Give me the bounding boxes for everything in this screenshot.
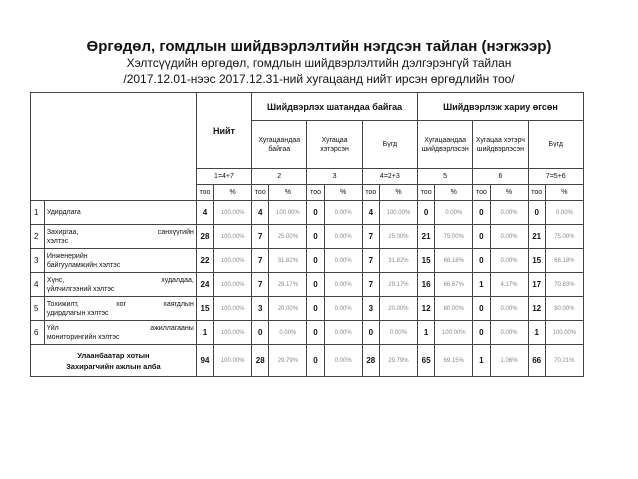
report-title: Өргөдөл, гомдлын шийдвэрлэлтийн нэгдсэн тайлан (нэгжээр) [86, 38, 552, 55]
department-name-line1 [47, 324, 194, 333]
department-name [44, 297, 196, 321]
header-total: Нийт [196, 93, 251, 169]
department-name [44, 273, 196, 297]
unit-percent-cell: % [490, 185, 528, 201]
percent-cell: 0.00% [435, 201, 473, 225]
header-group-pending: Шийдвэрлэх шатандаа байгаа [252, 93, 418, 121]
table-row [31, 225, 584, 249]
percent-cell: 29.79% [379, 345, 417, 377]
count-cell: 4 [362, 201, 379, 225]
percent-cell: 0.00% [324, 321, 362, 345]
department-name-line2: мониторингийн хэлтэс [46, 333, 120, 341]
percent-cell: 100.00% [435, 321, 473, 345]
percent-cell: 0.00% [490, 201, 528, 225]
unit-percent-cell: % [269, 185, 307, 201]
percent-cell: 70.83% [545, 273, 583, 297]
formula-cell: 5 [418, 169, 473, 185]
percent-cell: 0.00% [379, 321, 417, 345]
count-cell: 0 [362, 321, 379, 345]
percent-cell: 0.00% [324, 297, 362, 321]
percent-cell: 0.00% [269, 321, 307, 345]
count-cell: 0 [307, 249, 324, 273]
count-cell: 0 [252, 321, 269, 345]
name-word: санхүүгийн [157, 228, 194, 236]
table-row [31, 321, 584, 345]
percent-cell: 20.00% [379, 297, 417, 321]
department-name-line2: хэлтэс [46, 237, 69, 245]
department-name-line1 [47, 276, 194, 285]
name-word: Захиргаа, [46, 228, 79, 236]
unit-percent-cell: % [545, 185, 583, 201]
total-label [31, 345, 197, 377]
unit-count-cell: тоо [362, 185, 379, 201]
unit-count-cell: тоо [473, 185, 490, 201]
total-label-line1: Улаанбаатар хотын [77, 350, 150, 360]
percent-cell: 20.00% [269, 297, 307, 321]
percent-cell: 80.00% [545, 297, 583, 321]
department-name-line1 [47, 228, 194, 237]
percent-cell: 0.00% [490, 225, 528, 249]
header-resolved-in-time: Хугацаандаа шийдвэрлэсэн [418, 121, 473, 169]
row-number: 6 [31, 321, 45, 345]
header-resolved-overdue: Хугацаа хэтэрч шийдвэрлэсэн [473, 121, 528, 169]
unit-count-cell: тоо [528, 185, 545, 201]
percent-cell: 69.15% [435, 345, 473, 377]
report-table [30, 92, 584, 377]
formula-cell: 2 [252, 169, 307, 185]
count-cell: 0 [473, 249, 490, 273]
count-cell: 4 [252, 201, 269, 225]
name-word: ажиллагааны [150, 324, 194, 332]
header-group-resolved: Шийдвэрлэж хариу өгсөн [418, 93, 584, 121]
percent-cell: 100.00% [214, 345, 252, 377]
department-name-line1 [47, 300, 194, 309]
count-cell: 66 [528, 345, 545, 377]
name-word: Үйл [46, 324, 59, 332]
percent-cell: 75.00% [435, 225, 473, 249]
count-cell: 16 [418, 273, 435, 297]
count-cell: 28 [362, 345, 379, 377]
percent-cell: 0.00% [324, 273, 362, 297]
name-word: хог [116, 300, 127, 308]
count-cell: 15 [418, 249, 435, 273]
count-cell: 15 [196, 297, 213, 321]
percent-cell: 100.00% [214, 249, 252, 273]
count-cell: 7 [362, 225, 379, 249]
percent-cell: 25.00% [269, 225, 307, 249]
header-pending-in-time: Хугацаандаа байгаа [252, 121, 307, 169]
count-cell: 0 [473, 297, 490, 321]
name-word: Хүнс, [46, 276, 65, 284]
report-subtitle: Хэлтсүүдийн өргөдөл, гомдлын шийдвэрлэлтийн дэлгэрэнгүй тайлан [126, 56, 512, 70]
count-cell: 15 [528, 249, 545, 273]
header-pending-overdue: Хугацаа хэтэрсэн [307, 121, 362, 169]
unit-count-cell: тоо [307, 185, 324, 201]
percent-cell: 75.00% [545, 225, 583, 249]
table-row [31, 249, 584, 273]
name-word: Тохижилт, [46, 300, 79, 308]
count-cell: 94 [196, 345, 213, 377]
table-row [31, 273, 584, 297]
count-cell: 0 [473, 225, 490, 249]
percent-cell: 29.79% [269, 345, 307, 377]
count-cell: 12 [418, 297, 435, 321]
row-number: 3 [31, 249, 45, 273]
table-row [31, 297, 584, 321]
count-cell: 4 [196, 201, 213, 225]
percent-cell: 100.00% [214, 297, 252, 321]
count-cell: 7 [252, 225, 269, 249]
count-cell: 0 [307, 225, 324, 249]
department-name [44, 201, 196, 225]
count-cell: 21 [418, 225, 435, 249]
total-label-line2: Захирагчийн ажлын алба [66, 361, 161, 371]
row-number: 4 [31, 273, 45, 297]
department-name-line2: байгууламжийн хэлтэс [46, 261, 121, 269]
count-cell: 1 [196, 321, 213, 345]
row-number: 5 [31, 297, 45, 321]
percent-cell: 4.17% [490, 273, 528, 297]
department-name-line2: үйлчилгээний хэлтэс [46, 285, 115, 293]
count-cell: 7 [362, 249, 379, 273]
corner-cell [31, 93, 197, 201]
count-cell: 1 [473, 273, 490, 297]
unit-percent-cell: % [379, 185, 417, 201]
formula-cell: 6 [473, 169, 528, 185]
count-cell: 0 [307, 345, 324, 377]
formula-cell: 3 [307, 169, 362, 185]
percent-cell: 100.00% [545, 321, 583, 345]
count-cell: 3 [252, 297, 269, 321]
unit-percent-cell: % [435, 185, 473, 201]
percent-cell: 25.00% [379, 225, 417, 249]
department-name-line1: Удирдлага [46, 209, 81, 216]
department-name-line1: Инженерийн [46, 252, 88, 260]
formula-cell: 4=2+3 [362, 169, 417, 185]
percent-cell: 0.00% [545, 201, 583, 225]
unit-count-cell: тоо [418, 185, 435, 201]
unit-percent-cell: % [214, 185, 252, 201]
count-cell: 0 [307, 201, 324, 225]
percent-cell: 100.00% [379, 201, 417, 225]
department-name-line2: удирдлагын хэлтэс [46, 309, 109, 317]
percent-cell: 0.00% [324, 201, 362, 225]
formula-cell: 1=4+7 [196, 169, 251, 185]
row-number: 2 [31, 225, 45, 249]
percent-cell: 100.00% [214, 225, 252, 249]
percent-cell: 70.21% [545, 345, 583, 377]
count-cell: 0 [307, 297, 324, 321]
count-cell: 7 [362, 273, 379, 297]
header-resolved-sum: Бүгд [528, 121, 583, 169]
percent-cell: 100.00% [214, 321, 252, 345]
count-cell: 21 [528, 225, 545, 249]
unit-count-cell: тоо [252, 185, 269, 201]
percent-cell: 0.00% [490, 249, 528, 273]
percent-cell: 100.00% [269, 201, 307, 225]
percent-cell: 100.00% [214, 273, 252, 297]
table-row [31, 201, 584, 225]
percent-cell: 68.18% [435, 249, 473, 273]
count-cell: 0 [528, 201, 545, 225]
row-number: 1 [31, 201, 45, 225]
count-cell: 0 [307, 273, 324, 297]
formula-cell: 7=5+6 [528, 169, 583, 185]
name-word: хаягдлын [163, 300, 194, 308]
percent-cell: 80.00% [435, 297, 473, 321]
count-cell: 17 [528, 273, 545, 297]
percent-cell: 29.17% [269, 273, 307, 297]
percent-cell: 0.00% [490, 297, 528, 321]
count-cell: 65 [418, 345, 435, 377]
department-name [44, 321, 196, 345]
percent-cell: 31.82% [269, 249, 307, 273]
count-cell: 3 [362, 297, 379, 321]
count-cell: 24 [196, 273, 213, 297]
count-cell: 0 [307, 321, 324, 345]
name-word: худалдаа, [161, 276, 194, 284]
count-cell: 1 [418, 321, 435, 345]
percent-cell: 100.00% [214, 201, 252, 225]
count-cell: 0 [473, 321, 490, 345]
count-cell: 28 [196, 225, 213, 249]
percent-cell: 0.00% [324, 225, 362, 249]
count-cell: 7 [252, 249, 269, 273]
count-cell: 28 [252, 345, 269, 377]
count-cell: 12 [528, 297, 545, 321]
percent-cell: 1.06% [490, 345, 528, 377]
report-period: /2017.12.01-нээс 2017.12.31-ний хугацаанд нийт ирсэн өргөдлийн тоо/ [123, 72, 515, 86]
percent-cell: 0.00% [324, 345, 362, 377]
percent-cell: 0.00% [324, 249, 362, 273]
percent-cell: 68.18% [545, 249, 583, 273]
count-cell: 0 [418, 201, 435, 225]
header-pending-sum: Бүгд [362, 121, 417, 169]
total-row [31, 345, 584, 377]
percent-cell: 29.17% [379, 273, 417, 297]
count-cell: 1 [473, 345, 490, 377]
unit-percent-cell: % [324, 185, 362, 201]
unit-count-cell: тоо [196, 185, 213, 201]
percent-cell: 31.82% [379, 249, 417, 273]
count-cell: 7 [252, 273, 269, 297]
count-cell: 0 [473, 201, 490, 225]
count-cell: 1 [528, 321, 545, 345]
department-name [44, 249, 196, 273]
department-name [44, 225, 196, 249]
percent-cell: 0.00% [490, 321, 528, 345]
count-cell: 22 [196, 249, 213, 273]
percent-cell: 66.67% [435, 273, 473, 297]
